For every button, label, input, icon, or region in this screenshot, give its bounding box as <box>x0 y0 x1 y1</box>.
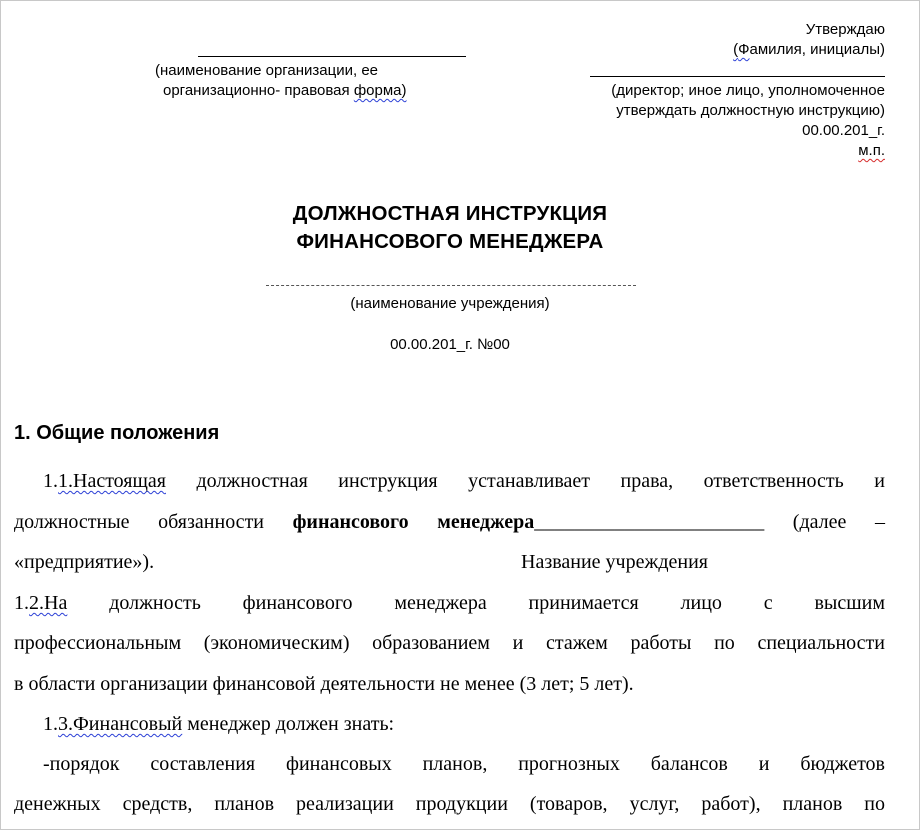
approver-role-caption-2: утверждать должностную инструкцию) <box>616 102 885 119</box>
approver-signature-line <box>590 76 885 77</box>
paragraph-1-2-line-3: в области организации финансовой деятельности не менее (3 лет; 5 лет). <box>14 673 634 695</box>
approval-date: 00.00.201_г. <box>802 122 885 139</box>
document-title-line-1: ДОЛЖНОСТНАЯ ИНСТРУКЦИЯ <box>292 202 608 225</box>
document-title-line-2: ФИНАНСОВОГО МЕНЕДЖЕРА <box>296 230 604 253</box>
paragraph-1-1-line-3: «предприятие»). <box>14 551 155 573</box>
paragraph-1-2-line-1: 1.2.На должность финансового менеджера принимается лицо с высшим <box>14 592 886 614</box>
institution-name-line <box>266 285 636 286</box>
org-name-line <box>198 56 466 57</box>
approve-label: Утверждаю <box>805 21 885 38</box>
paragraph-1-3: 1.3.Финансовый менеджер должен знать: <box>43 713 395 735</box>
paragraph-1-1-line-2: должностные обязанности финансового менеджера_______________________ (далее – <box>14 511 885 533</box>
institution-name-caption: Название учреждения <box>521 551 708 573</box>
org-name-caption: (наименование организации, ее <box>155 62 379 79</box>
document-date-number: 00.00.201_г. №00 <box>390 336 510 353</box>
section-1-heading: 1. Общие положения <box>14 422 220 444</box>
list-item-line-2: денежных средств, планов реализации продукции (товаров, услуг, работ), планов по <box>14 793 885 815</box>
approver-role-caption-1: (директор; иное лицо, уполномоченное <box>611 82 885 99</box>
institution-caption: (наименование учреждения) <box>350 295 550 312</box>
paragraph-1-2-line-2: профессиональным (экономическим) образованием и стажем работы по специальности <box>14 632 885 654</box>
stamp-label: м.п. <box>858 142 885 159</box>
approver-name-caption: (Фамилия, инициалы) <box>733 41 885 58</box>
list-item-line-1: -порядок составления финансовых планов, прогнозных балансов и бюджетов <box>43 753 885 775</box>
org-form-caption: организационно- правовая форма) <box>163 82 407 99</box>
paragraph-1-1-line-1: 1.1.Настоящая должностная инструкция устанавливает права, ответственность и <box>43 470 885 492</box>
